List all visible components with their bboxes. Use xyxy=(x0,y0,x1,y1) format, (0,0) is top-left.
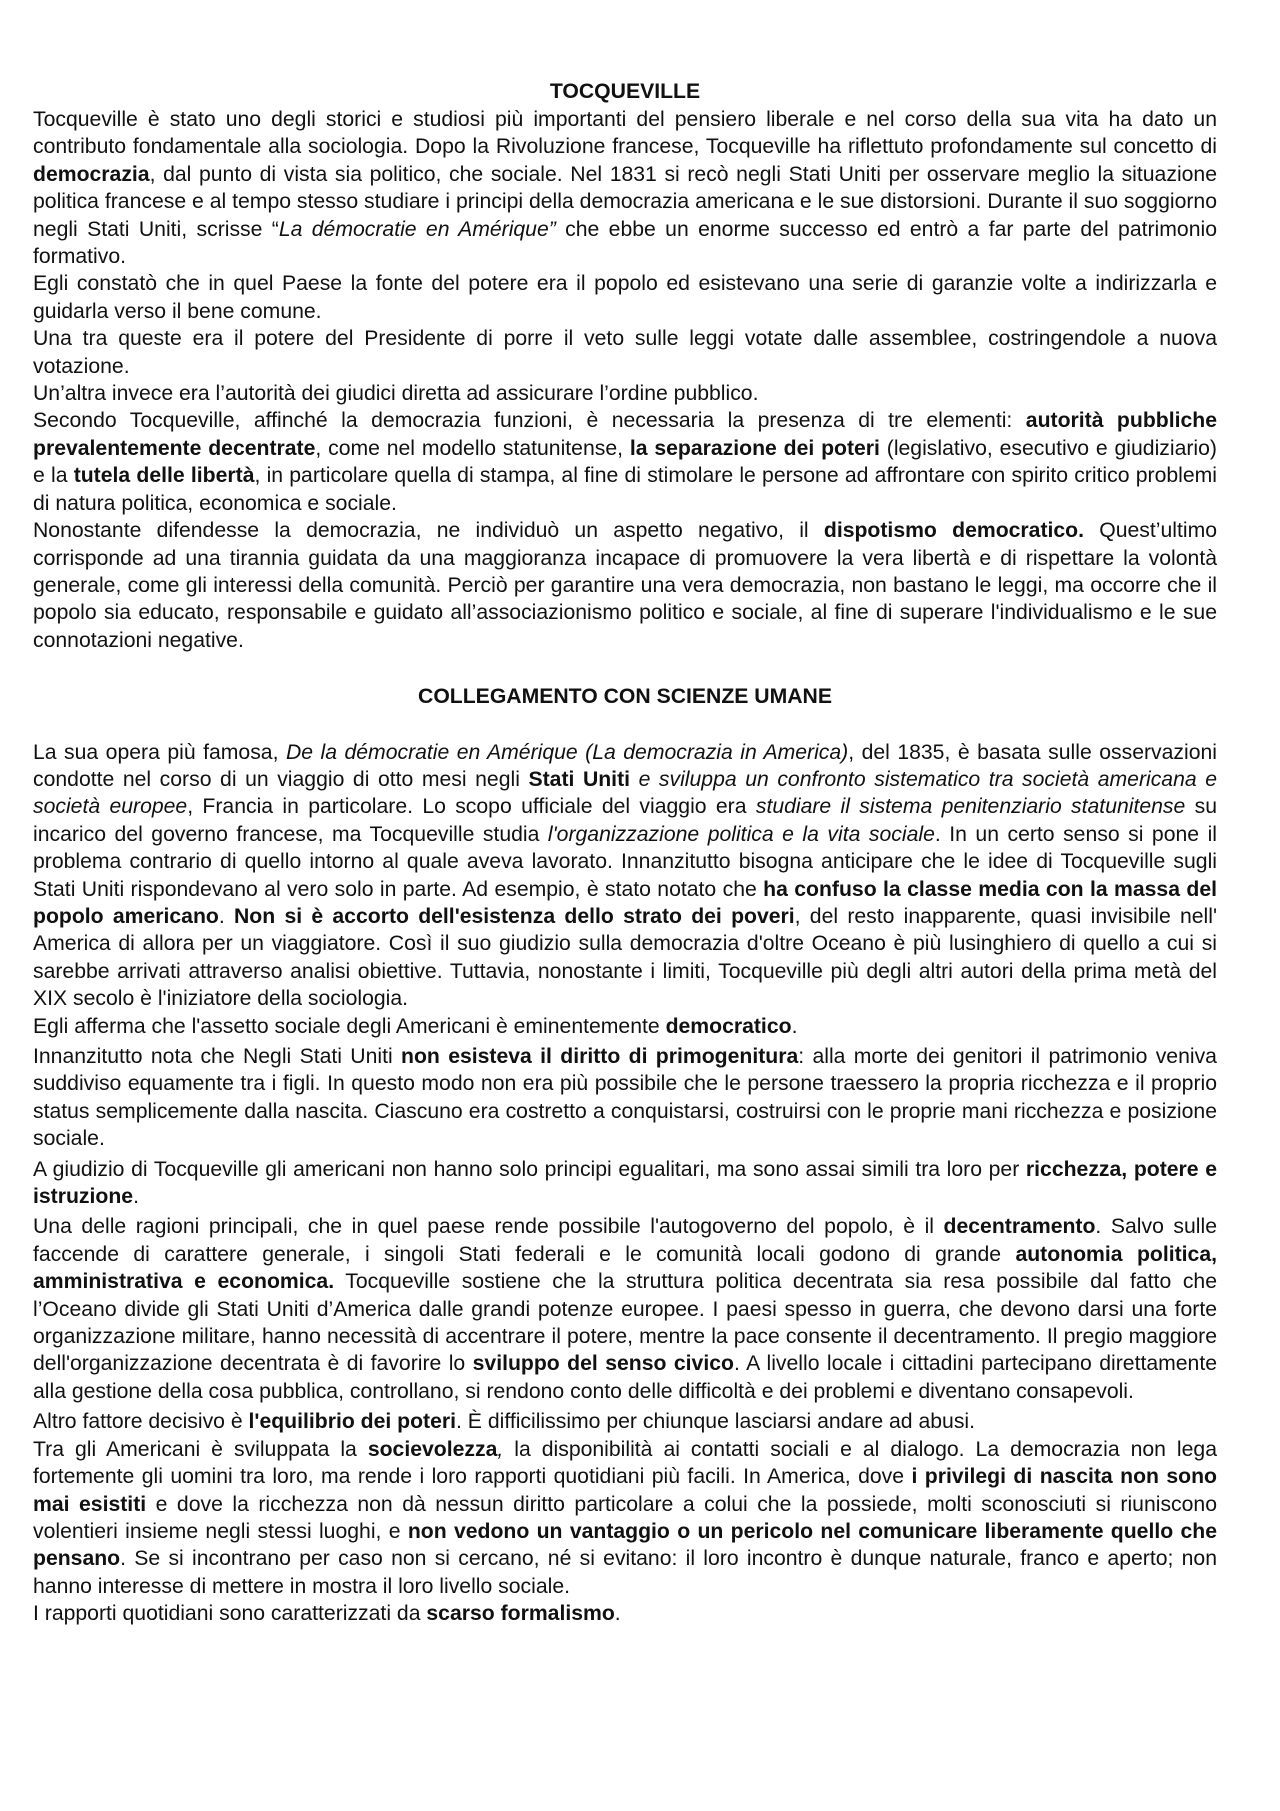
text-run: Egli afferma che l'assetto sociale degli Americani è eminentemente xyxy=(33,1014,666,1038)
text-run: decentramento xyxy=(943,1215,1096,1239)
text-run: . xyxy=(218,904,234,928)
paragraph-socievolezza xyxy=(33,1436,1217,1600)
text-run: l'equilibrio dei poteri xyxy=(248,1410,457,1434)
text-run: tutela delle libertà xyxy=(73,464,255,488)
text-run: la disponibilità ai contatti sociali e al dialogo. La democrazia non lega fortemente gli uomini tra loro, ma rende i loro rapporti quotidiani più facili. In America, dove xyxy=(33,1437,1217,1489)
text-run: , del resto inapparente, quasi invisibile nell' America di allora per un viaggiatore. Così il suo giudizio sulla democrazia d'oltre Oceano è più lusinghiero di quello a cui si sarebbe arrivati attraverso analisi obiettive. Tuttavia, nonostante i limiti, Tocqueville più degli altri autori della prima metà del XIX secolo è l'iniziatore della sociologia. xyxy=(33,904,1218,1011)
text-run: su incarico del governo francese, ma Tocqueville studia xyxy=(33,795,1218,846)
text-run: autorità pubbliche prevalentemente decentrate xyxy=(33,409,1217,460)
text-run: scarso formalismo xyxy=(426,1602,615,1626)
text-run: . In un certo senso si pone il problema contrario di quello intorno al quale aveva lavorato. Innanzitutto bisogna anticipare che le idee di Tocqueville sugli Stati Uniti rispondevano al vero solo in parte. Ad esempio, è stato notato che xyxy=(33,822,1217,901)
text-run: De la démocratie en Amérique (La democrazia in America) xyxy=(285,740,849,764)
text-run: la separazione dei poteri xyxy=(629,436,880,460)
paragraph-opera xyxy=(33,739,1217,1013)
paragraph-assetto xyxy=(33,1013,1217,1040)
text-run: socievolezza xyxy=(367,1437,498,1461)
text-run: A giudizio di Tocqueville gli americani non hanno solo principi egualitari, ma sono assai simili tra loro per xyxy=(33,1157,1026,1181)
page-title: TOCQUEVILLE xyxy=(549,80,701,103)
text-run: Quest’ultimo corrisponde ad una tirannia guidata da una maggioranza incapace di promuovere la vera libertà e di rispettare la volontà generale, come gli interessi della comunità. Perciò per garantire una vera democrazia, non bastano le leggi, ma occorre che il popolo sia educato, responsabile e guidato all’associazionismo politico e sociale, al fine di superare l'individualismo e le sue connotazioni negative. xyxy=(33,519,1217,652)
text-run: Egli constatò che in quel Paese la fonte del potere era il popolo ed esistevano una serie di garanzie volte a indirizzarla e guidarla verso il bene comune. xyxy=(33,272,1217,323)
text-run: ricchezza, potere e istruzione xyxy=(33,1157,1217,1209)
text-run: Tocqueville sostiene che la struttura politica decentrata sia resa possibile dal fatto che l’Oceano divide gli Stati Uniti d’America dalle grandi potenze europee. I paesi spesso in guerra, che devono darsi una forte organizzazione militare, hanno necessità di accentrare il potere, mentre la pace consente il decentramento. Il pregio maggiore dell'organizzazione decentrata è di favorire lo xyxy=(33,1270,1217,1376)
text-run: l'organizzazione politica e la vita sociale xyxy=(547,822,935,846)
text-run: . Salvo sulle faccende di carattere generale, i singoli Stati federali e le comunità locali godono di grande xyxy=(33,1215,1217,1266)
text-run: Nonostante difendesse la democrazia, ne individuò un aspetto negativo, il xyxy=(33,519,824,543)
text-run: ha confuso la classe media con la massa del popolo americano xyxy=(33,877,1217,928)
text-run: Una tra queste era il potere del Presidente di porre il veto sulle leggi votate dalle assemblee, costringendole a nuova votazione. xyxy=(33,327,1217,378)
text-run: democratico xyxy=(665,1014,792,1038)
text-run: , come nel modello statunitense, xyxy=(315,436,630,460)
text-run: , in particolare quella di stampa, al fine di stimolare le persone ad affrontare con spirito critico problemi di natura politica, economica e sociale. xyxy=(33,464,1217,515)
text-run: Non si è accorto dell'esistenza dello strato dei poveri xyxy=(234,904,795,928)
text-run: , Francia in particolare. Lo scopo ufficiale del viaggio era xyxy=(187,795,756,819)
paragraph-egualitari xyxy=(33,1156,1217,1211)
text-run: studiare il sistema penitenziario statunitense xyxy=(755,795,1186,819)
paragraph-garanzie xyxy=(33,270,1217,325)
section-title: COLLEGAMENTO CON SCIENZE UMANE xyxy=(418,685,832,709)
paragraph-equilibrio xyxy=(33,1408,1217,1435)
text-run: : alla morte dei genitori il patrimonio veniva suddiviso equamente tra i figli. In questo modo non era più possibile che le persone traessero la propria ricchezza e il proprio status semplicemente dalla nascita. Ciascuno era costretto a conquistarsi, costruirsi con le proprie mani ricchezza e posizione sociale. xyxy=(33,1045,1217,1151)
paragraph-veto xyxy=(33,325,1217,380)
text-run: Altro fattore decisivo è xyxy=(33,1410,249,1434)
paragraph-primogenitura xyxy=(33,1043,1217,1153)
text-run: Un’altra invece era l’autorità dei giudici diretta ad assicurare l’ordine pubblico. xyxy=(33,382,759,406)
text-run: . È difficilissimo per chiunque lasciarsi andare ad abusi. xyxy=(456,1410,976,1434)
text-run: Stati Uniti xyxy=(528,767,631,791)
paragraph-giudici xyxy=(33,380,1217,407)
text-run: democrazia xyxy=(33,162,150,186)
text-run: . Se si incontrano per caso non si cercano, né si evitano: il loro incontro è dunque naturale, franco e aperto; non hanno interesse di mettere in mostra il loro livello sociale. xyxy=(33,1547,1217,1598)
text-run: che ebbe un enorme successo ed entrò a far parte del patrimonio formativo. xyxy=(33,217,1217,269)
text-run: Secondo Tocqueville, affinché la democrazia funzioni, è necessaria la presenza di tre elementi: xyxy=(33,409,1026,433)
text-run: Tocqueville è stato uno degli storici e studiosi più importanti del pensiero liberale e nel corso della sua vita ha dato un contributo fondamentale alla sociologia. Dopo la Rivoluzione francese, Tocqueville ha riflettuto profondamente sul concetto di xyxy=(33,108,1217,159)
text-run: La sua opera più famosa, xyxy=(33,740,286,764)
text-run: i privilegi di nascita non sono mai esistiti xyxy=(33,1465,1217,1516)
text-run: Tra gli Americani è sviluppata la xyxy=(33,1437,368,1461)
text-run: (legislativo, esecutivo e giudiziario) e la xyxy=(33,436,1217,488)
paragraph-decentramento xyxy=(33,1213,1217,1405)
text-run: . A livello locale i cittadini partecipano direttamente alla gestione della cosa pubblica, controllano, si rendono conto delle difficoltà e dei problemi e diventano consapevoli. xyxy=(33,1352,1218,1403)
text-run: non vedono un vantaggio o un pericolo nel comunicare liberamente quello che pensano xyxy=(33,1519,1217,1571)
text-run: autonomia politica, amministrativa e economica. xyxy=(33,1242,1217,1294)
text-run: , del 1835, è basata sulle osservazioni condotte nel corso di un viaggio di otto mesi negli xyxy=(33,740,1217,791)
text-run: , xyxy=(497,1437,504,1461)
text-run: Una delle ragioni principali, che in quel paese rende possibile l'autogoverno del popolo, è il xyxy=(33,1215,944,1239)
text-run: non esisteva il diritto di primogenitura xyxy=(401,1045,799,1068)
document-page xyxy=(33,78,1217,1628)
text-run: I rapporti quotidiani sono caratterizzati da xyxy=(33,1602,427,1626)
text-run: La démocratie en Amérique” xyxy=(278,217,556,241)
paragraph-tre-elementi xyxy=(33,407,1217,517)
text-run: e sviluppa un confronto sistematico tra società americana e società europee xyxy=(33,767,1217,819)
text-run: . xyxy=(133,1185,139,1209)
text-run: e dove la ricchezza non dà nessun diritto particolare a colui che la possiede, molti sconosciuti si riuniscono volentieri insieme negli stessi luoghi, e xyxy=(33,1492,1217,1543)
text-run: . xyxy=(614,1602,621,1626)
paragraph-intro xyxy=(33,106,1217,270)
text-run: . xyxy=(791,1014,798,1038)
text-run: sviluppo del senso civico xyxy=(472,1352,734,1376)
paragraph-formalismo xyxy=(33,1600,1217,1627)
text-run: dispotismo democratico. xyxy=(823,519,1084,543)
paragraph-dispotismo xyxy=(33,517,1217,654)
text-run: Innanzitutto nota che Negli Stati Uniti xyxy=(33,1045,402,1068)
text-run: , dal punto di vista sia politico, che sociale. Nel 1831 si recò negli Stati Uniti per osservare meglio la situazione politica francese e al tempo stesso studiare i principi della democrazia americana e le sue distorsioni. Durante il suo soggiorno negli Stati Uniti, scrisse “ xyxy=(33,162,1217,241)
